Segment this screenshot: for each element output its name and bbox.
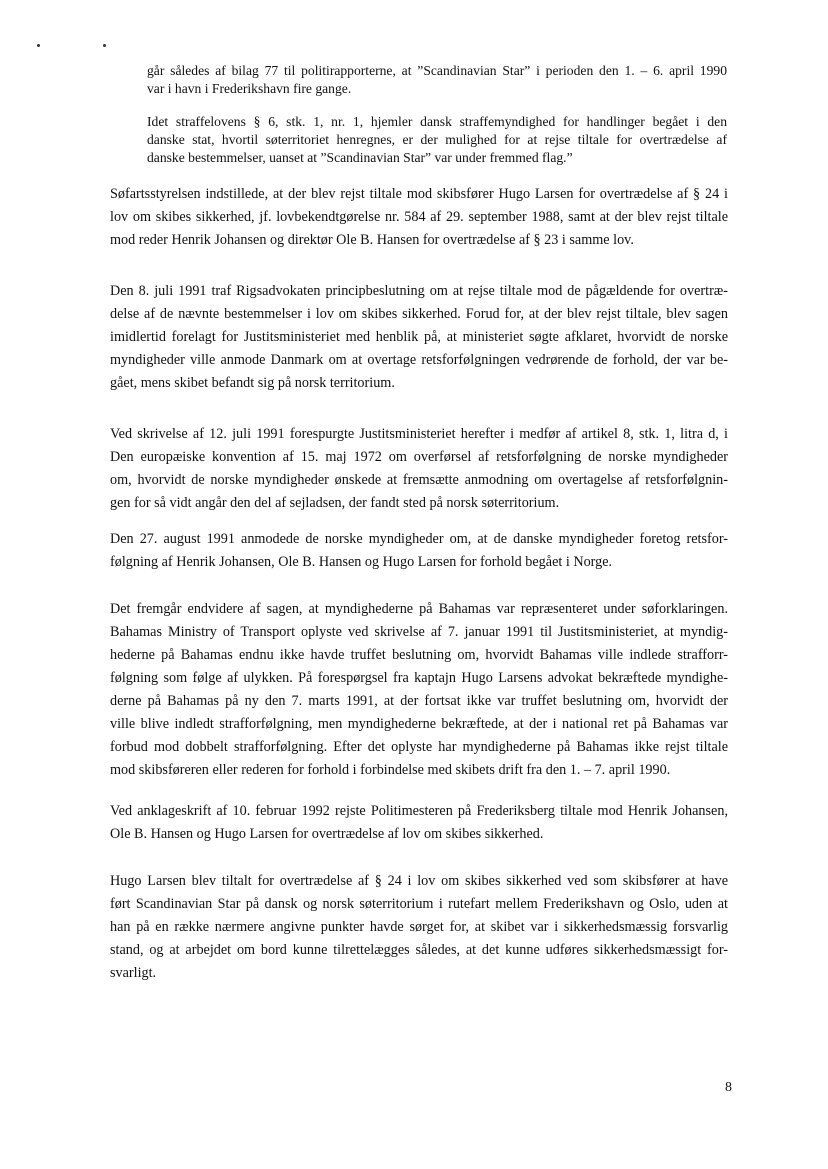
text-line: derne på Bahamas på ny den 7. marts 1991, at der fortsat ikke var truffet beslutning om, hvorvidt der	[110, 693, 728, 709]
text-line: forbud mod dobbelt strafforfølgning. Efter det oplyste har myndighederne på Bahamas ikke rejst tiltale	[110, 739, 728, 755]
text-line: hederne på Bahamas endnu ikke havde truffet beslutning om, hvorvidt Bahamas ville indlede strafforr-	[110, 647, 728, 663]
text-line: lov om skibes sikkerhed, jf. lovbekendtgørelse nr. 584 af 29. september 1988, samt at der blev rejst tiltale	[110, 209, 728, 225]
quote-paragraph-2	[147, 113, 727, 167]
text-line: mod skibsføreren eller rederen for forhold i forbindelse med skibets drift fra den 1. – 7. april 1990.	[110, 762, 671, 778]
paragraph-anklageskrift	[110, 800, 728, 846]
text-line: gået, mens skibet befandt sig på norsk territorium.	[110, 375, 395, 391]
paragraph-norske-myndigheder	[110, 528, 728, 574]
text-line: mod reder Henrik Johansen og direktør Ole B. Hansen for overtrædelse af § 23 i samme lov.	[110, 232, 634, 248]
text-line: følgning af Henrik Johansen, Ole B. Hansen og Hugo Larsen for forhold begået i Norge.	[110, 554, 613, 570]
paragraph-justitsministeriet	[110, 423, 728, 515]
scan-speck	[103, 44, 106, 47]
text-line: går således af bilag 77 til politirapporterne, at ”Scandinavian Star” i perioden den 1. – 6. april 1990	[147, 63, 727, 78]
text-line: Søfartsstyrelsen indstillede, at der blev rejst tiltale mod skibsfører Hugo Larsen for overtrædelse af § 24 i	[110, 186, 728, 202]
text-line: Ole B. Hansen og Hugo Larsen for overtrædelse af lov om skibes sikkerhed.	[110, 826, 544, 842]
paragraph-sofartsstyrelsen	[110, 183, 728, 252]
paragraph-hugo-larsen-tiltale	[110, 870, 728, 985]
text-line: Ved skrivelse af 12. juli 1991 forespurgte Justitsministeriet herefter i medfør af artikel 8, stk. 1, litra d, i	[110, 426, 728, 442]
scan-speck	[37, 44, 40, 47]
text-line: stand, og at arbejdet om bord kunne tilrettelægges således, at det kunne udføres sikkerhedsmæssigt for-	[110, 942, 728, 958]
text-line: Det fremgår endvidere af sagen, at myndighederne på Bahamas var repræsenteret under søforklaringen.	[110, 601, 728, 617]
text-line: følgning som følge af ulykken. På forespørgsel fra kaptajn Hugo Larsens advokat bekræftede myndighe-	[110, 670, 728, 686]
text-line: svarligt.	[110, 965, 157, 981]
text-line: om, hvorvidt de norske myndigheder ønskede at fremsætte anmodning om overtagelse af retsforfølgnin-	[110, 472, 728, 488]
paragraph-rigsadvokaten	[110, 280, 728, 395]
quote-paragraph-1	[147, 62, 727, 98]
text-line: Bahamas Ministry of Transport oplyste ved skrivelse af 7. januar 1991 til Justitsministeriet, at myndig-	[110, 624, 728, 640]
page-number: 8	[725, 1080, 732, 1095]
text-line: ville blive indledt strafforfølgning, men myndighederne bekræftede, at der i national ret på Bahamas var	[110, 716, 728, 732]
text-line: gen for så vidt angår den del af sejladsen, der fandt sted på norsk søterritorium.	[110, 495, 560, 511]
text-line: delse af de nævnte bestemmelser i lov om skibes sikkerhed. Forud for, at der blev rejst tiltale, blev sagen	[110, 306, 728, 322]
text-line: han på en række nærmere angivne punkter havde sørget for, at skibet var i sikkerhedsmæssig forsvarlig	[110, 919, 728, 935]
text-line: danske bestemmelser, uanset at ”Scandinavian Star” var under fremmed flag.”	[147, 150, 573, 165]
text-line: var i havn i Frederikshavn fire gange.	[147, 81, 352, 96]
text-line: Den 8. juli 1991 traf Rigsadvokaten principbeslutning om at rejse tiltale mod de pågældende for overtræ-	[110, 283, 728, 299]
paragraph-bahamas	[110, 598, 728, 782]
text-line: Hugo Larsen blev tiltalt for overtrædelse af § 24 i lov om skibes sikkerhed ved som skibsfører at have	[110, 873, 728, 889]
text-line: ført Scandinavian Star på dansk og norsk søterritorium i rutefart mellem Frederikshavn og Oslo, uden at	[110, 896, 728, 912]
text-line: Idet straffelovens § 6, stk. 1, nr. 1, hjemler dansk straffemyndighed for handlinger begået i den	[147, 114, 727, 129]
text-line: Ved anklageskrift af 10. februar 1992 rejste Politimesteren på Frederiksberg tiltale mod Henrik Johansen,	[110, 803, 728, 819]
text-line: myndigheder ville anmode Danmark om at overtage retsforfølgningen vedrørende de forhold, der var be-	[110, 352, 728, 368]
text-line: imidlertid forelagt for Justitsministeriet med henblik på, at ministeriet søgte afklaret, hvorvidt de norske	[110, 329, 728, 345]
text-line: danske stat, hvortil søterritoriet henregnes, er der mulighed for at rejse tiltale for overtrædelse af	[147, 132, 727, 147]
text-line: Den 27. august 1991 anmodede de norske myndigheder om, at de danske myndigheder foretog retsfor-	[110, 531, 728, 547]
text-line: Den europæiske konvention af 15. maj 1972 om overførsel af retsforfølgning de norske myndigheder	[110, 449, 728, 465]
